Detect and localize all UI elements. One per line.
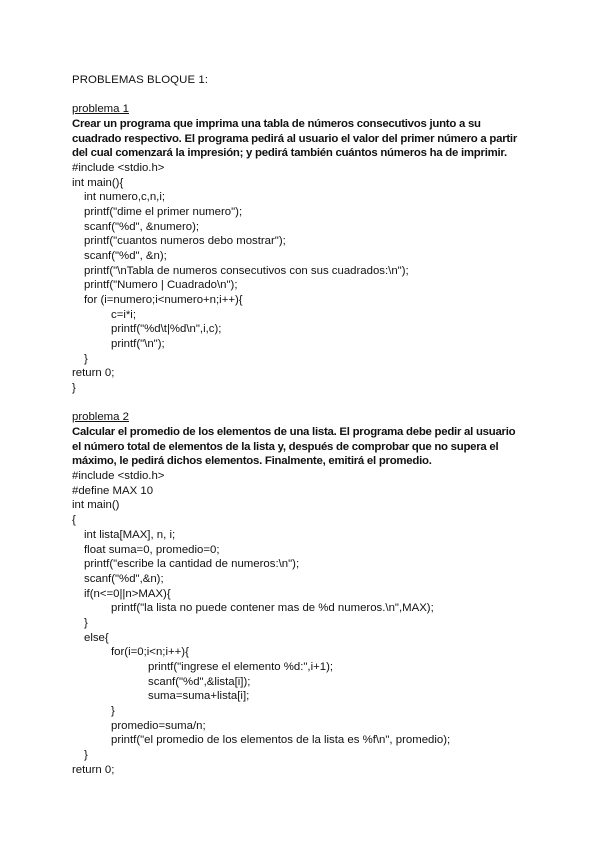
code-line: promedio=suma/n;: [111, 719, 206, 732]
code-line: printf("\nTabla de numeros consecutivos con sus cuadrados:\n");: [84, 264, 409, 277]
code-line: if(n<=0||n>MAX){: [84, 587, 171, 600]
problem-statement-line: el número total de elementos de la lista y, después de comprobar que no supera el: [72, 440, 499, 453]
problem-section: [72, 396, 562, 777]
code-line: scanf("%d",&lista[i]);: [148, 675, 251, 688]
code-line: printf("%d\t|%d\n",i,c);: [111, 323, 222, 336]
code-line: for(i=0;i<n;i++){: [111, 646, 189, 659]
code-line: printf("cuantos numeros debo mostrar");: [84, 235, 286, 248]
code-line: float suma=0, promedio=0;: [84, 543, 220, 556]
code-line: printf("Numero | Cuadrado\n");: [84, 279, 238, 292]
code-line: int main(): [72, 499, 120, 512]
problem-heading: problema 2: [72, 411, 129, 424]
problem-statement-line: cuadrado respectivo. El programa pedirá al usuario el valor del primer número a partir: [72, 132, 518, 145]
code-line: scanf("%d",&n);: [84, 572, 164, 585]
code-line: else{: [84, 631, 109, 644]
problem-statement-line: Crear un programa que imprima una tabla de números consecutivos junto a su: [72, 118, 481, 131]
code-line: for (i=numero;i<numero+n;i++){: [84, 294, 243, 307]
problem-statement-line: máximo, le pedirá dichos elementos. Finalmente, emitirá el promedio.: [72, 455, 432, 468]
code-line: suma=suma+lista[i];: [148, 690, 250, 703]
code-line: printf("escribe la cantidad de numeros:\n");: [84, 558, 300, 571]
problem-statement-line: del cual comenzará la impresión; y pedirá también cuántos números ha de imprimir.: [72, 147, 507, 160]
code-line: printf("la lista no puede contener mas de %d numeros.\n",MAX);: [111, 602, 434, 615]
code-line: printf("dime el primer numero");: [84, 206, 243, 219]
problems-list: [72, 102, 562, 777]
code-line: }: [72, 382, 76, 395]
blank-line: [72, 88, 562, 103]
code-line: scanf("%d", &numero);: [84, 220, 200, 233]
code-line: printf("el promedio de los elementos de la lista es %f\n", promedio);: [111, 734, 451, 747]
code-line: printf("\n");: [111, 338, 165, 351]
code-line: c=i*i;: [111, 308, 137, 321]
code-line: printf("ingrese el elemento %d:",i+1);: [148, 660, 334, 673]
code-line: }: [84, 616, 88, 629]
problem-section: [72, 102, 562, 395]
code-line: #include <stdio.h>: [72, 162, 165, 175]
code-line: }: [84, 748, 88, 761]
code-line: #define MAX 10: [72, 484, 154, 497]
code-line: }: [111, 704, 115, 717]
code-line: return 0;: [72, 763, 115, 776]
blank-line: [72, 396, 562, 411]
code-line: return 0;: [72, 367, 115, 380]
code-line: int lista[MAX], n, i;: [84, 528, 176, 541]
code-line: }: [84, 352, 88, 365]
problem-heading: problema 1: [72, 103, 129, 116]
code-line: int numero,c,n,i;: [84, 191, 166, 204]
code-line: {: [72, 514, 76, 527]
document-title: PROBLEMAS BLOQUE 1:: [72, 74, 209, 86]
code-line: scanf("%d", &n);: [84, 250, 167, 263]
code-line: int main(){: [72, 176, 124, 189]
problem-statement-line: Calcular el promedio de los elementos de una lista. El programa debe pedir al usuario: [72, 426, 516, 439]
document-page: [72, 73, 562, 777]
code-line: #include <stdio.h>: [72, 470, 165, 483]
